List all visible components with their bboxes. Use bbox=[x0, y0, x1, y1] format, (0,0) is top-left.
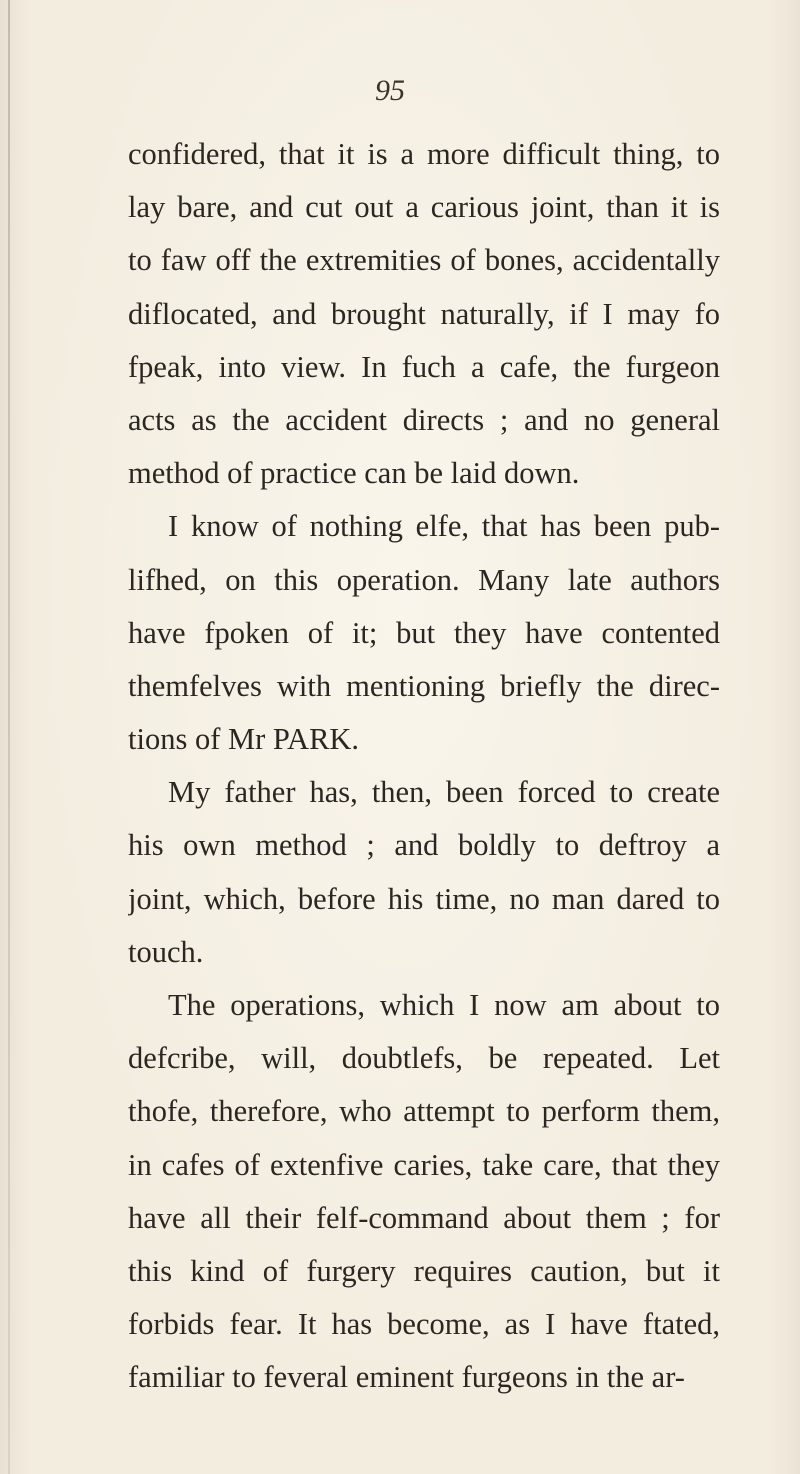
body-text bbox=[128, 128, 720, 1405]
text-line: have fpoken of it; but they have contented bbox=[128, 615, 720, 650]
text-line: in cafes of extenfive caries, take care, that they bbox=[128, 1147, 720, 1182]
text-line: defcribe, will, doubtlefs, be repeated. Let bbox=[128, 1041, 720, 1076]
page-edge bbox=[8, 0, 10, 1474]
text-line: his own method ; and boldly to deftroy a bbox=[128, 828, 720, 863]
text-line: The operations, which I now am about to bbox=[168, 988, 720, 1022]
text-line: joint, which, before his time, no man dared to bbox=[128, 881, 720, 916]
text-line: thofe, therefore, who attempt to perform them, bbox=[128, 1094, 720, 1129]
text-line: lay bare, and cut out a carious joint, than it is bbox=[128, 190, 720, 225]
text-line: forbids fear. It has become, as I have ftated, bbox=[128, 1307, 720, 1342]
text-line: method of practice can be laid down. bbox=[128, 456, 580, 491]
text-line: fpeak, into view. In fuch a cafe, the furgeon bbox=[128, 349, 720, 384]
text-line: themfelves with mentioning briefly the direc- bbox=[128, 668, 720, 703]
text-line: My father has, then, been forced to create bbox=[168, 775, 720, 810]
text-line: I know of nothing elfe, that has been pub- bbox=[168, 509, 720, 544]
text-line: this kind of furgery requires caution, but it bbox=[128, 1253, 720, 1288]
text-line: to faw off the extremities of bones, accidentally bbox=[128, 243, 720, 278]
page-number: 95 bbox=[375, 74, 405, 107]
text-line: tions of Mr PARK. bbox=[128, 722, 360, 757]
text-line: lifhed, on this operation. Many late authors bbox=[128, 562, 720, 597]
text-line: acts as the accident directs ; and no general bbox=[128, 402, 720, 437]
text-line: touch. bbox=[128, 934, 204, 969]
text-line: diflocated, and brought naturally, if I may fo bbox=[128, 296, 720, 331]
text-line: have all their felf-command about them ; for bbox=[128, 1200, 720, 1235]
text-line: confidered, that it is a more difficult thing, to bbox=[128, 137, 720, 171]
text-line: familiar to feveral eminent furgeons in the ar- bbox=[128, 1360, 685, 1395]
